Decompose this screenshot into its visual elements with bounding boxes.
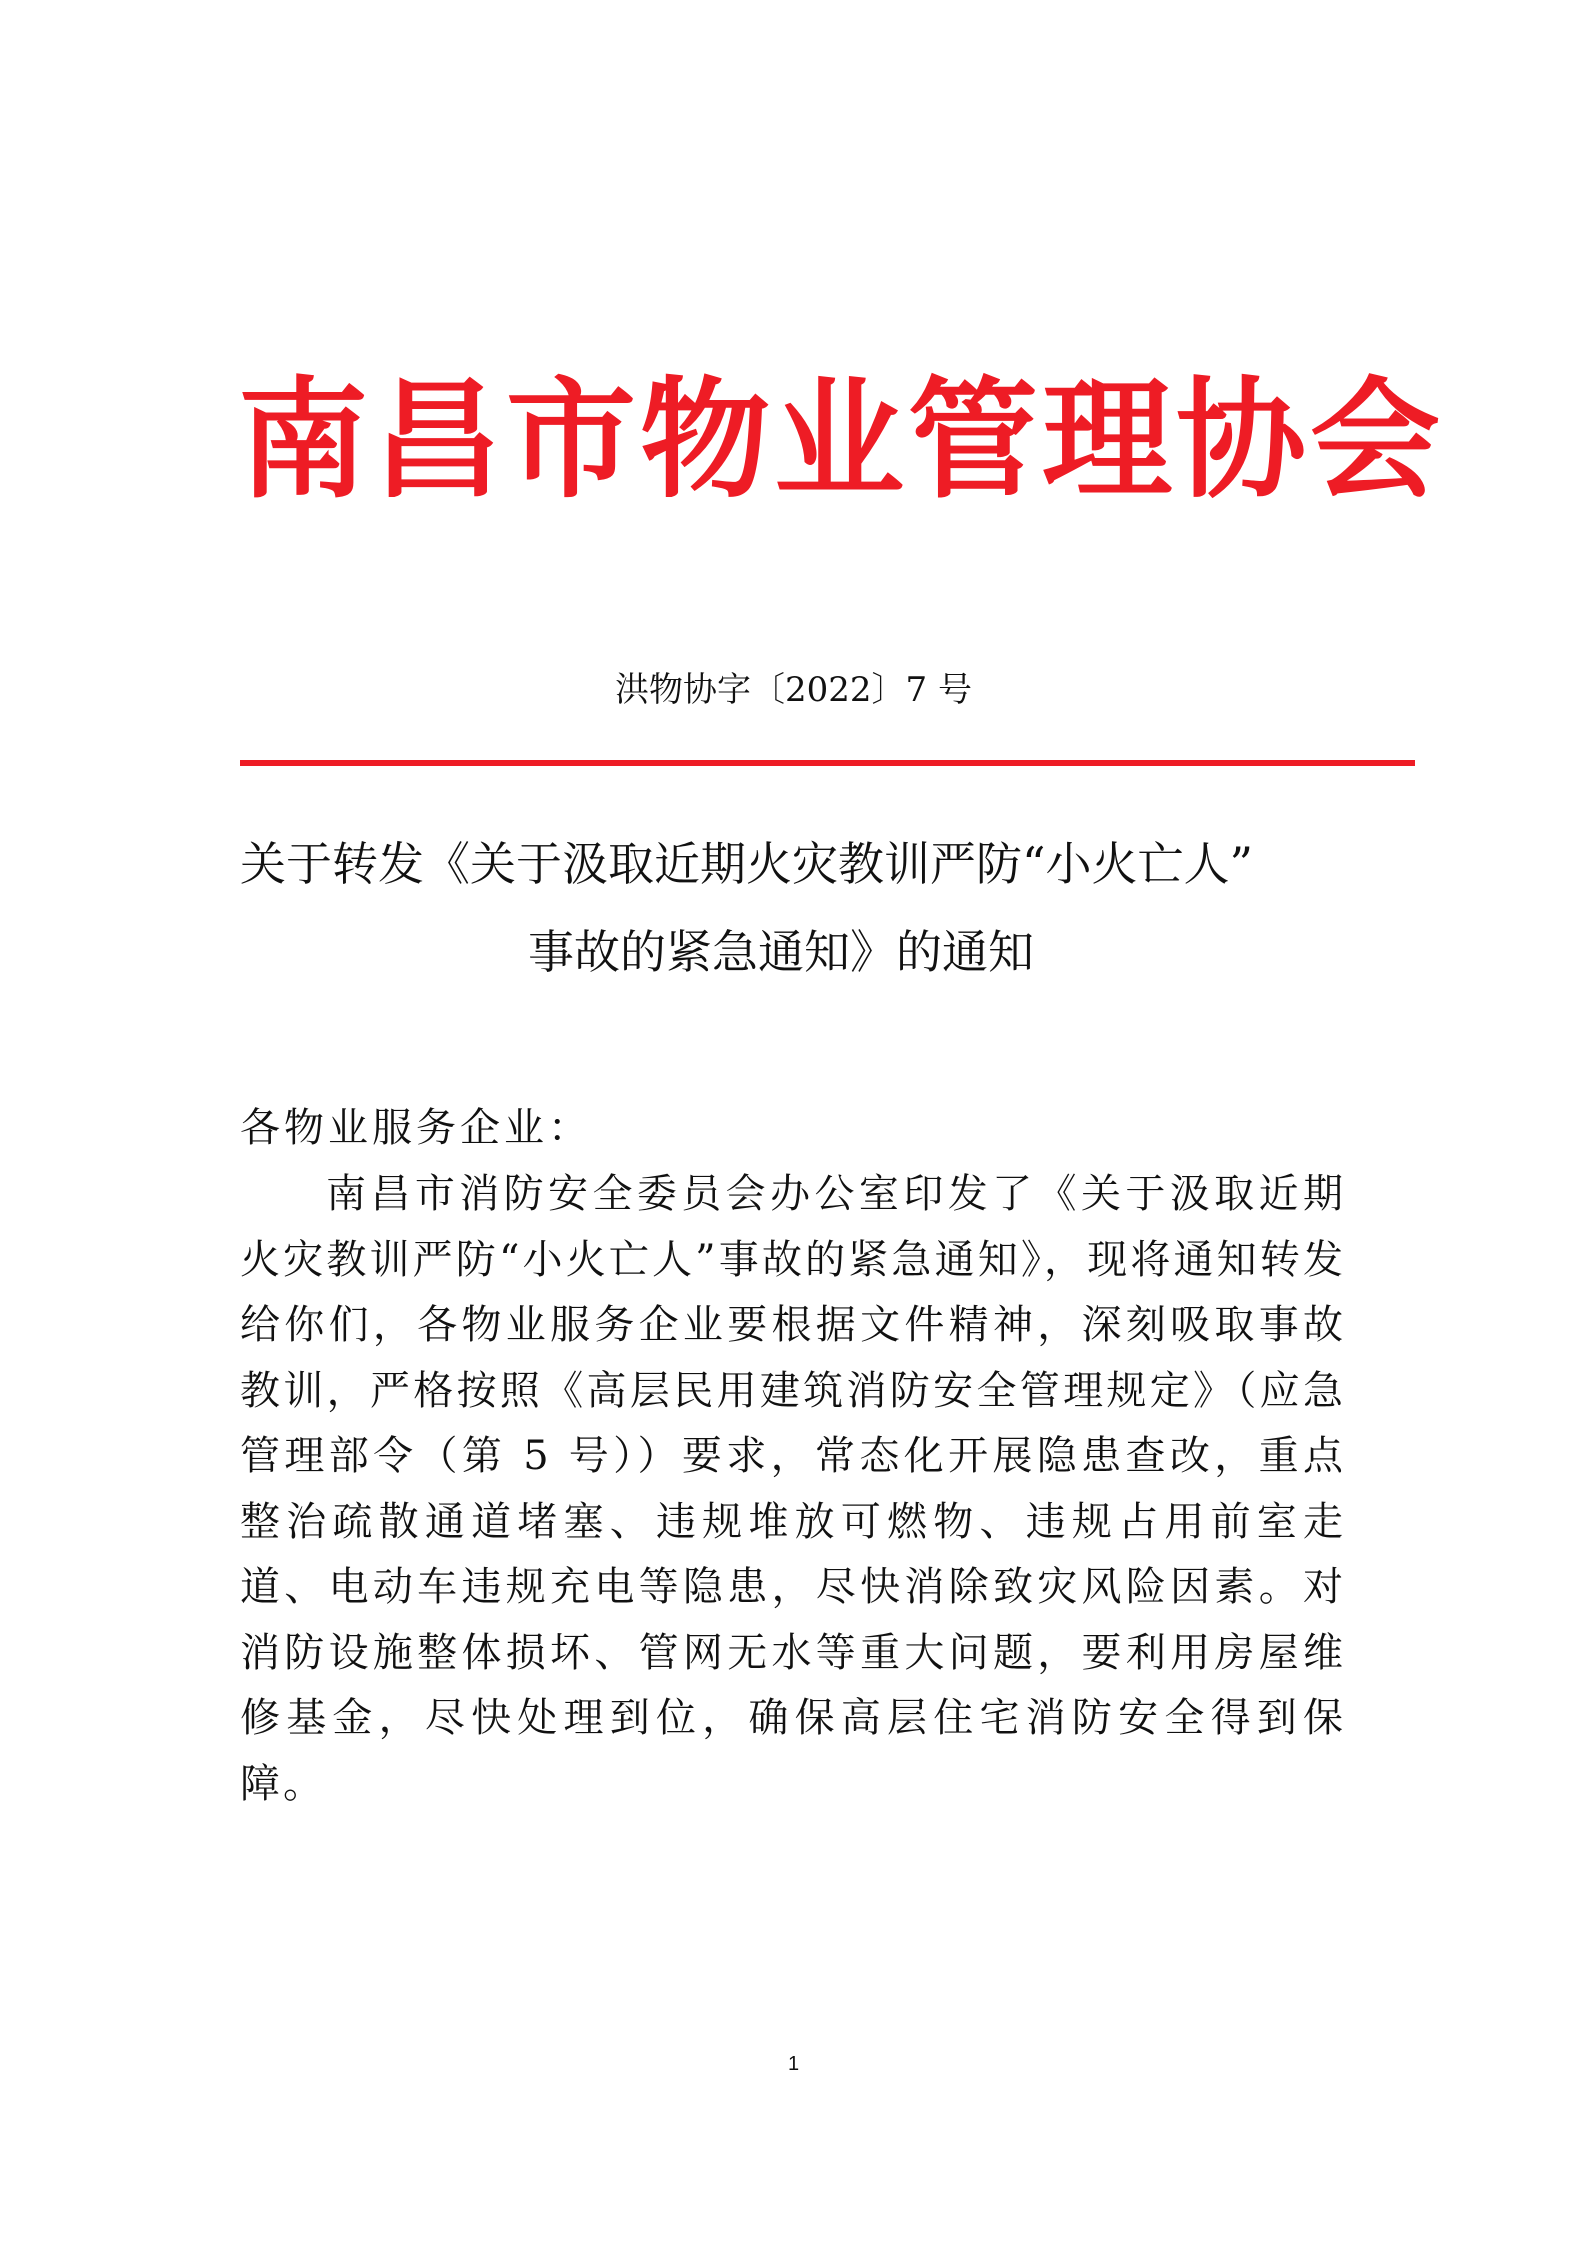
document-number: 洪物协字〔2022〕7 号 [615,670,972,710]
page-number: 1 [787,2053,800,2075]
org-name-header: 南昌市物业管理协会 [238,364,1445,516]
salutation: 各物业服务企业： [240,1105,592,1151]
body-paragraph: 南昌市消防安全委员会办公室印发了《关于汲取近期火灾教训严防“小火亡人”事故的紧急通知》，现将通知转发给你们，各物业服务企业要根据文件精神，深刻吸取事故教训，严格按照《高层民用建筑消防安全管理规定》（应急管理部令（第 5 号））要求，常态化开展隐患查改，重点整治疏散通道堵塞、违规堆放可燃物、违规占用前室走道、电动车违规充电等隐患，尽快消除致灾风险因素。对消防设施整体损坏、管网无水等重大问题，要利用房屋维修基金，尽快处理到位，确保高层住宅消防安全得到保障。 [240,1171,1346,1807]
document-title [240,820,1340,996]
document-title-line-1: 关于转发《关于汲取近期火灾教训严防“小火亡人” [240,837,1254,891]
red-divider-line [240,760,1415,766]
document-title-line-2: 事故的紧急通知》的通知 [528,925,1034,979]
